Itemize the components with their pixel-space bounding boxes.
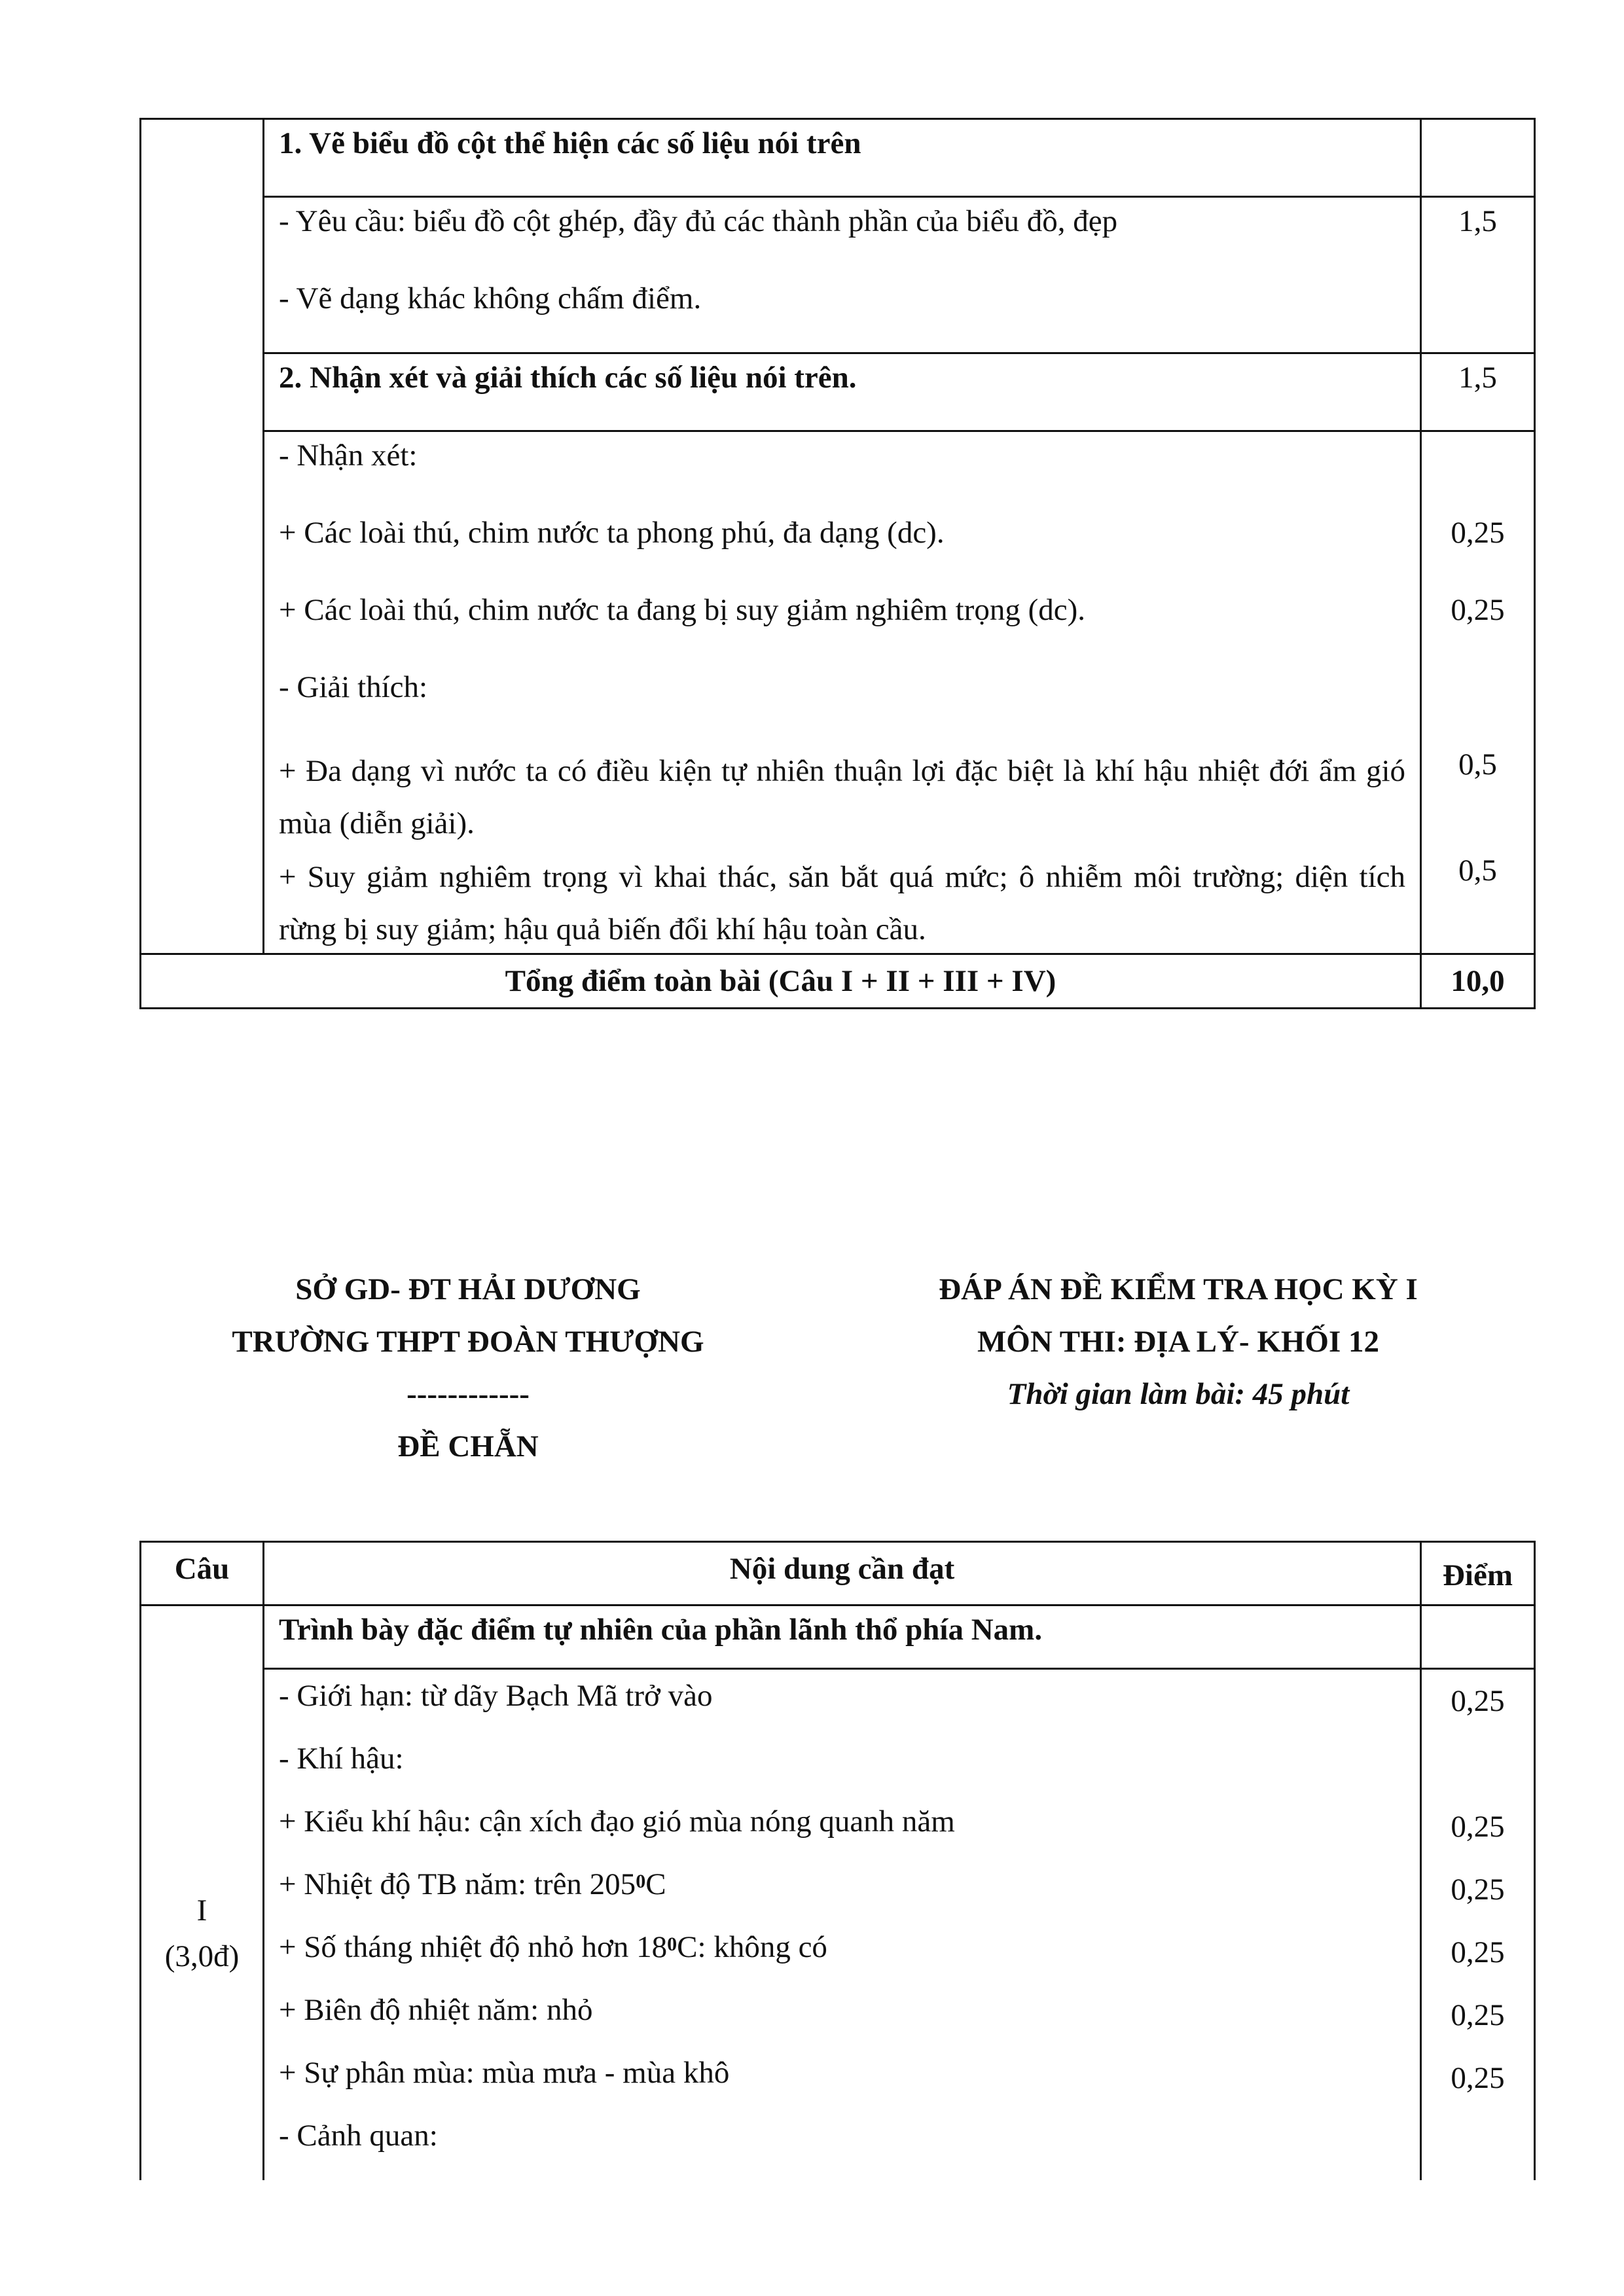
- question-cell-empty: [141, 119, 264, 954]
- q2-score: 1,5: [1458, 361, 1497, 395]
- row-cold-months: + Số tháng nhiệt độ nhỏ hơn $18^0C$: không có: [279, 1930, 827, 1964]
- subject-line: MÔN THI: ĐỊA LÝ- KHỐI 12: [977, 1325, 1380, 1359]
- department-name: SỞ GD- ĐT HẢI DƯƠNG: [295, 1272, 641, 1306]
- question-label: I: [196, 1893, 208, 1928]
- row-seasons: + Sự phân mùa: mùa mưa - mùa khô: [279, 2056, 730, 2090]
- top-table: [139, 118, 1536, 1009]
- total-label: Tổng điểm toàn bài (Câu I + II + III + IV): [505, 964, 1056, 998]
- total-score: 10,0: [1451, 964, 1505, 998]
- row-landscape: - Cảnh quan:: [279, 2119, 438, 2153]
- row-climate: - Khí hậu:: [279, 1742, 404, 1776]
- answer-details-cell: [264, 1669, 1421, 2181]
- q1-requirement: - Yêu cầu: biểu đồ cột ghép, đầy đủ các thành phần của biểu đồ, đẹp: [279, 204, 1118, 238]
- remark-heading: - Nhận xét:: [279, 439, 418, 473]
- score-cold-months: 0,25: [1451, 1935, 1505, 1969]
- row-temp-range: + Biên độ nhiệt năm: nhỏ: [279, 1993, 593, 2027]
- topic-title: Trình bày đặc điểm tự nhiên của phần lãnh thổ phía Nam.: [279, 1613, 1043, 1647]
- q1-title-score-cell: [1421, 119, 1535, 197]
- explain-2-score: 0,5: [1458, 853, 1497, 888]
- answer-key-title: ĐÁP ÁN ĐỀ KIỂM TRA HỌC KỲ I: [939, 1272, 1418, 1306]
- q1-other-form: - Vẽ dạng khác không chấm điểm.: [279, 281, 702, 315]
- column-content: Nội dung cần đạt: [729, 1552, 955, 1586]
- row-avg-temp: + Nhiệt độ TB năm: trên $205^0C$: [279, 1867, 666, 1901]
- score-climate-type: 0,25: [1451, 1810, 1505, 1844]
- score-boundary: 0,25: [1451, 1684, 1505, 1718]
- explain-heading: - Giải thích:: [279, 670, 428, 704]
- answer-table: [139, 1541, 1536, 2180]
- total-label-cell: [141, 954, 1421, 1009]
- explain-1-score: 0,5: [1458, 747, 1497, 781]
- total-score-cell: [1421, 954, 1535, 1009]
- header-divider: ------------: [406, 1377, 530, 1411]
- header-right: [831, 1263, 1525, 1420]
- row-climate-type: + Kiểu khí hậu: cận xích đạo gió mùa nóng quanh năm: [279, 1804, 955, 1839]
- explain-1: + Đa dạng vì nước ta có điều kiện tự nhiên thuận lợi đặc biệt là khí hậu nhiệt đới ẩm gió mùa (diễn giải).: [279, 754, 1405, 840]
- time-limit: Thời gian làm bài: 45 phút: [1007, 1377, 1350, 1411]
- q2-title: 2. Nhận xét và giải thích các số liệu nói trên.: [279, 361, 857, 395]
- q2-title-cell: [264, 353, 1421, 431]
- header-score-cell: [1421, 1542, 1535, 1605]
- q1-requirements-cell: [264, 197, 1421, 353]
- score-temp-range: 0,25: [1451, 1998, 1505, 2032]
- explain-2: + Suy giảm nghiêm trọng vì khai thác, săn bắt quá mức; ô nhiễm môi trường; diện tích rừng bị suy giảm; hậu quả biến đổi khí hậu toàn cầu.: [279, 860, 1405, 946]
- column-score: Điểm: [1442, 1558, 1513, 1592]
- q1-title: 1. Vẽ biểu đồ cột thể hiện các số liệu nói trên: [279, 126, 861, 160]
- q1-score: 1,5: [1458, 204, 1497, 238]
- score-seasons: 0,25: [1451, 2061, 1505, 2095]
- q2-score-cell: [1421, 353, 1535, 431]
- header-left: [131, 1263, 805, 1473]
- q2-details-score-cell: [1421, 431, 1535, 954]
- question-i-cell: [141, 1605, 264, 2181]
- question-points: (3,0đ): [164, 1939, 240, 1973]
- column-question: Câu: [174, 1552, 230, 1586]
- remark-2: + Các loài thú, chim nước ta đang bị suy giảm nghiêm trọng (dc).: [279, 593, 1085, 627]
- q1-score-cell: [1421, 197, 1535, 353]
- school-name: TRƯỜNG THPT ĐOÀN THƯỢNG: [232, 1325, 704, 1359]
- exam-variant: ĐỀ CHẴN: [397, 1429, 539, 1463]
- topic-title-score-cell: [1421, 1605, 1535, 1669]
- row-boundary: - Giới hạn: từ dãy Bạch Mã trở vào: [279, 1679, 713, 1713]
- remark-1-score: 0,25: [1451, 516, 1505, 550]
- header-question-cell: [141, 1542, 264, 1605]
- q1-title-cell: [264, 119, 1421, 197]
- header-content-cell: [264, 1542, 1421, 1605]
- remark-2-score: 0,25: [1451, 593, 1505, 627]
- score-avg-temp: 0,25: [1451, 1873, 1505, 1907]
- topic-title-cell: [264, 1605, 1421, 1669]
- q2-details-cell: [264, 431, 1421, 954]
- remark-1: + Các loài thú, chim nước ta phong phú, đa dạng (dc).: [279, 516, 945, 550]
- answer-scores-cell: [1421, 1669, 1535, 2181]
